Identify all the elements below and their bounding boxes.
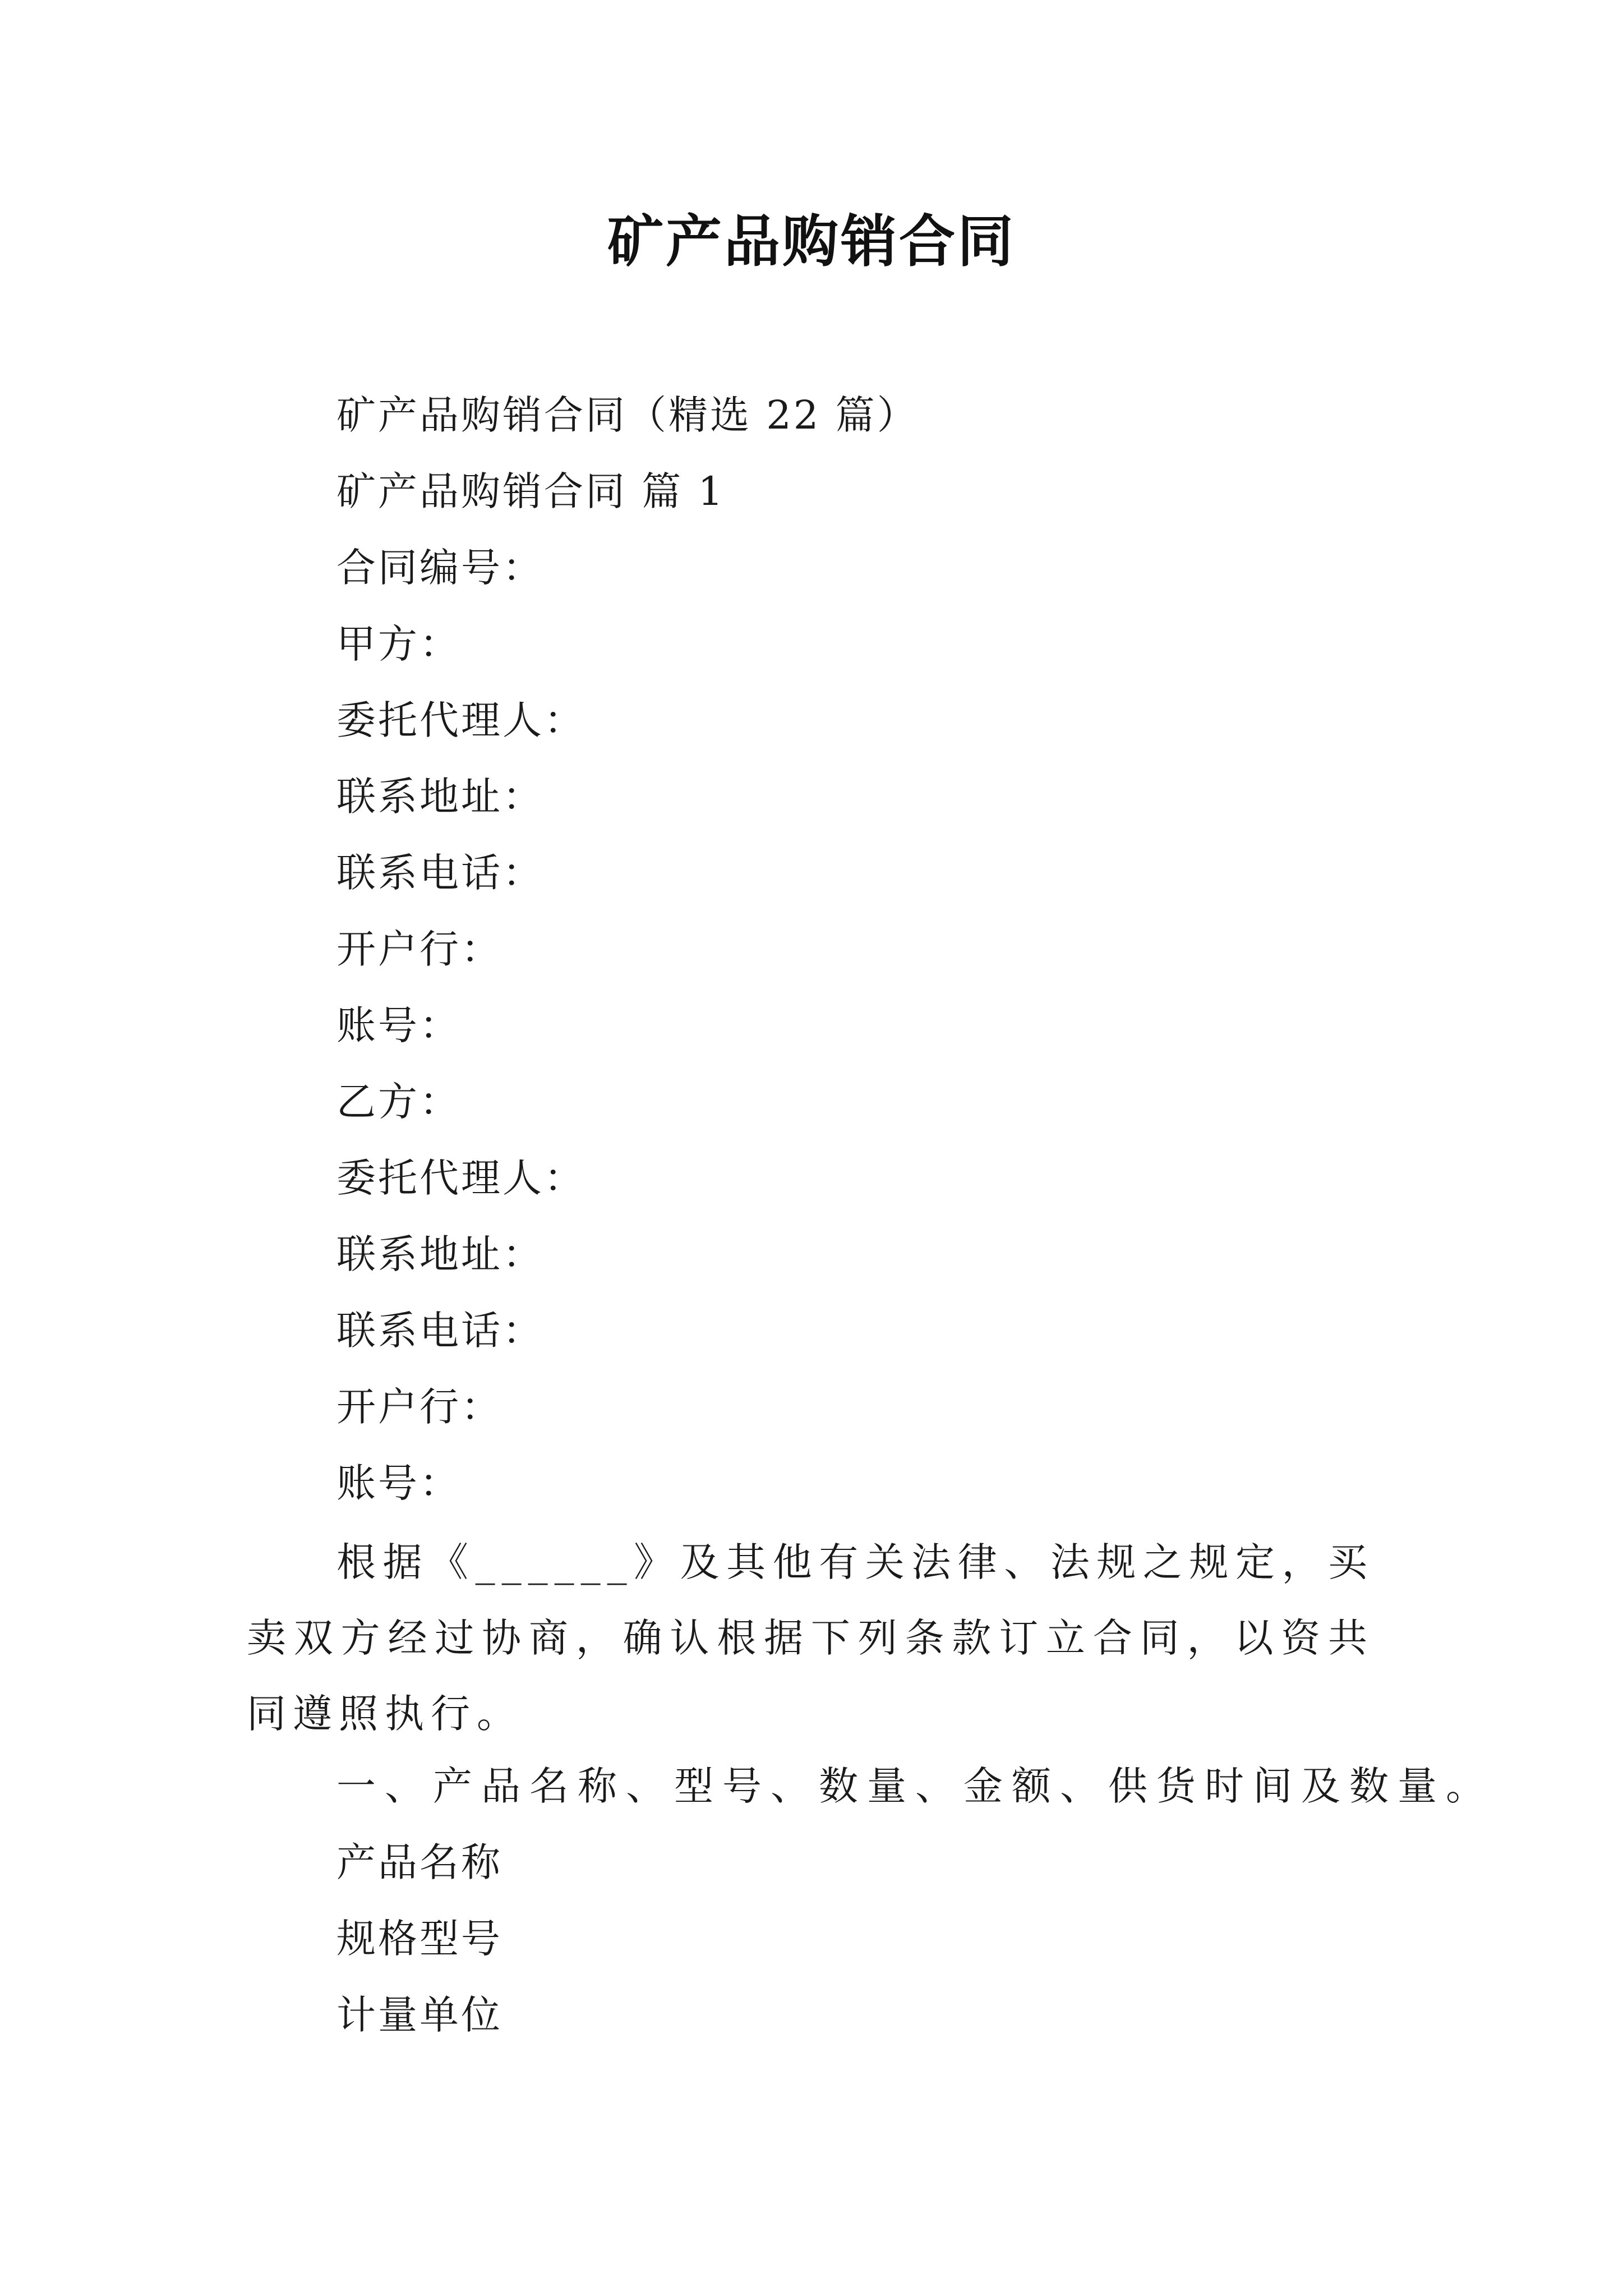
field-party-b-agent: 委托代理人： [336, 1155, 585, 1201]
intro-paragraph: 根据《______》及其他有关法律、法规之规定，买卖双方经过协商，确认根据下列条款订立合同，以资共同遵照执行。 [247, 1539, 1374, 1737]
field-party-a: 甲方： [336, 621, 461, 667]
field-party-b-phone: 联系电话： [336, 1308, 544, 1354]
document-subtitle: 矿产品购销合同（精选 22 篇） [336, 392, 919, 438]
field-party-a-phone: 联系电话： [336, 850, 544, 896]
document-title: 矿产品购销合同 [607, 208, 1016, 274]
field-contract-number: 合同编号： [336, 545, 544, 591]
field-party-a-account: 账号： [336, 1002, 461, 1048]
section-1-item-unit: 计量单位 [336, 1992, 502, 2038]
field-party-a-bank: 开户行： [336, 926, 502, 972]
field-party-a-agent: 委托代理人： [336, 697, 585, 743]
section-1-item-product-name: 产品名称 [336, 1839, 502, 1885]
field-party-b: 乙方： [336, 1079, 461, 1125]
field-party-b-account: 账号： [336, 1460, 461, 1506]
section-1-item-model: 规格型号 [336, 1916, 502, 1962]
chapter-heading: 矿产品购销合同 篇 1 [336, 468, 726, 514]
field-party-b-bank: 开户行： [336, 1384, 502, 1430]
field-party-b-address: 联系地址： [336, 1231, 544, 1277]
section-1-heading: 一、产品名称、型号、数量、金额、供货时间及数量。 [336, 1763, 1494, 1809]
field-party-a-address: 联系地址： [336, 774, 544, 820]
